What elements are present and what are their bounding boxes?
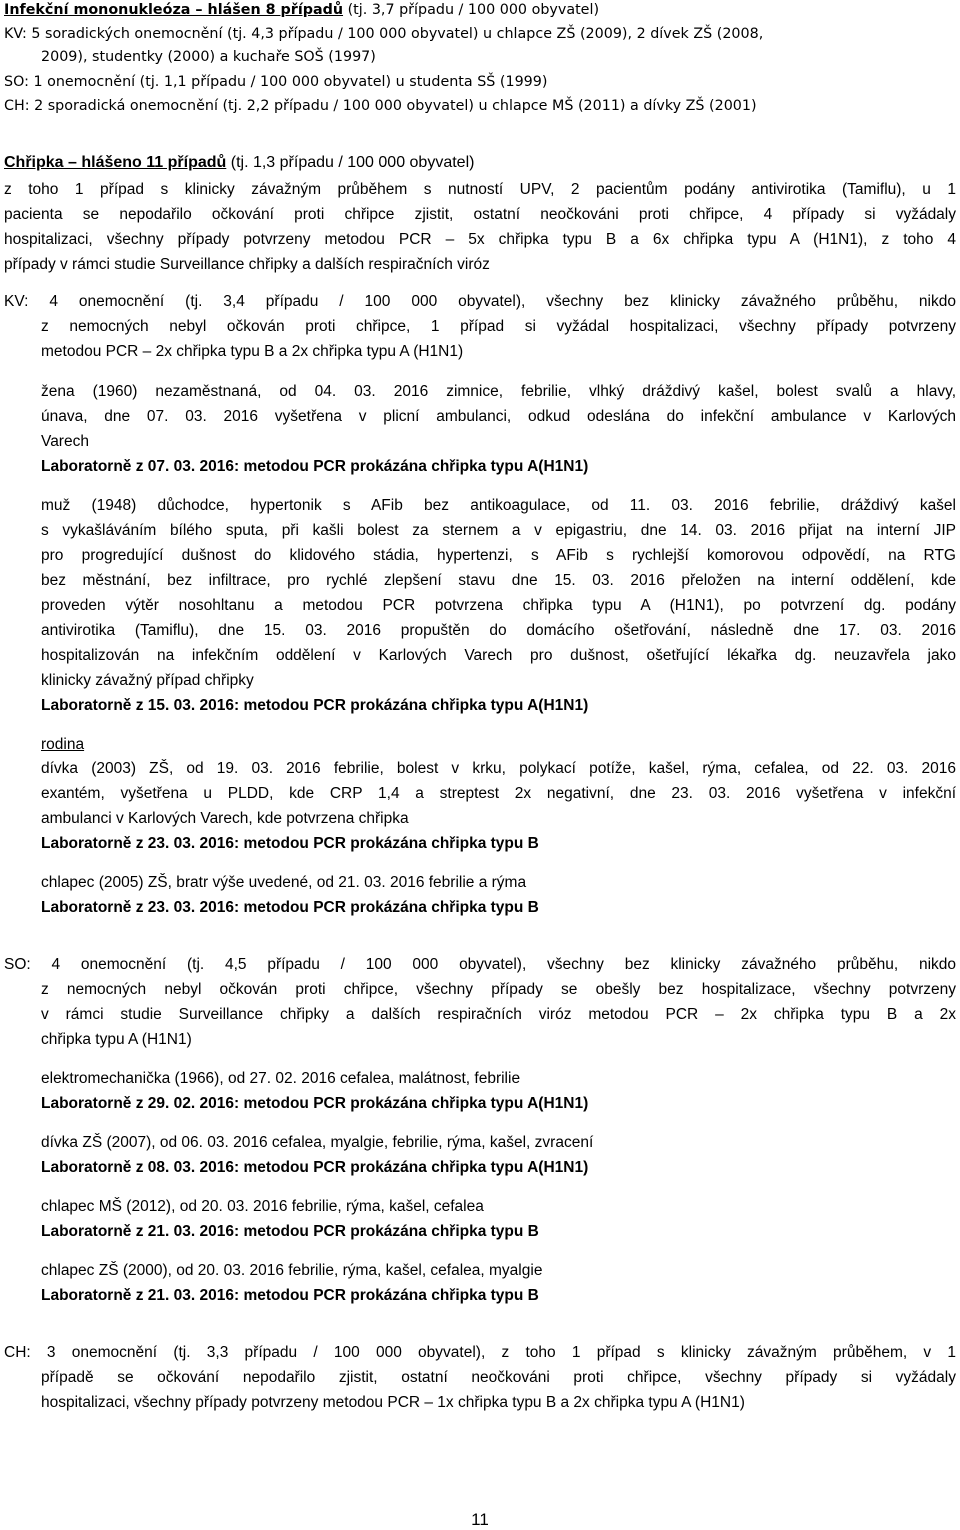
case-8-lab-result: Laboratorně z 21. 03. 2016: metodou PCR prokázána chřipka typu B: [41, 1287, 539, 1304]
case-2-line-3: pro progredující dušnost do klidového stádia, hypertenzi, s AFib s rychlejší komorovou odpovědí, na RTG: [41, 547, 956, 564]
case-2-line-1: muž (1948) důchodce, hypertonik s AFib bez antikoagulace, od 11. 03. 2016 febrilie, dráždivý kašel: [41, 497, 956, 514]
case-1-line-3: Varech: [41, 433, 89, 450]
case-2-lab-result: Laboratorně z 15. 03. 2016: metodou PCR prokázána chřipka typu A(H1N1): [41, 697, 589, 714]
flu-so-line-4: chřipka typu A (H1N1): [41, 1031, 192, 1048]
case-2-line-8: klinicky závažný případ chřipky: [41, 672, 254, 689]
case-2-line-2: s vykašláváním bílého sputa, při kašli bolest za sternem a v epigastriu, dne 14. 03. 2016 přijat na interní JIP: [41, 522, 956, 539]
mono-so-line: SO: 1 onemocnění (tj. 1,1 případu / 100 000 obyvatel) u studenta SŠ (1999): [4, 74, 548, 90]
case-6-line: dívka ZŠ (2007), od 06. 03. 2016 cefalea, myalgie, febrilie, rýma, kašel, zvracení: [41, 1134, 594, 1151]
mono-heading-line: [4, 0, 599, 20]
case-4-line: chlapec (2005) ZŠ, bratr výše uvedené, od 21. 03. 2016 febrilie a rýma: [41, 874, 527, 891]
case-3-line-1: dívka (2003) ZŠ, od 19. 03. 2016 febrilie, bolest v krku, polykací potíže, kašel, rýma, cefalea, od 22. 03. 2016: [41, 760, 956, 777]
flu-intro-line-1: z toho 1 případ s klinicky závažným průběhem s nutností UPV, 2 pacientům podány antivirotika (Tamiflu), u 1: [4, 181, 956, 198]
mono-kv-line-1: KV: 5 soradických onemocnění (tj. 4,3 případu / 100 000 obyvatel) u chlapce ZŠ (2009), 2 dívek ZŠ (2008,: [4, 26, 764, 42]
flu-heading-line: [4, 153, 474, 173]
flu-ch-line-2: případě se očkování nepodařilo zjistit, ostatní neočkováni proti chřipce, všechny případy si vyžádaly: [41, 1369, 956, 1386]
mono-heading-rate: (tj. 3,7 případu / 100 000 obyvatel): [343, 2, 600, 18]
mono-kv-line-2: 2009), studentky (2000) a kuchaře SOŠ (1997): [41, 49, 376, 65]
family-label: rodina: [41, 736, 85, 753]
case-1-line-1: žena (1960) nezaměstnaná, od 04. 03. 2016 zimnice, febrilie, vlhký dráždivý kašel, bolest svalů a hlavy,: [41, 383, 956, 400]
case-8-line: chlapec ZŠ (2000), od 20. 03. 2016 febrilie, rýma, kašel, cefalea, myalgie: [41, 1262, 543, 1279]
flu-kv-line-2: z nemocných nebyl očkován proti chřipce, 1 případ si vyžádal hospitalizaci, všechny případy potvrzeny: [41, 318, 956, 335]
flu-heading-rate: (tj. 1,3 případu / 100 000 obyvatel): [226, 154, 475, 171]
flu-kv-line-1: KV: 4 onemocnění (tj. 3,4 případu / 100 000 obyvatel), všechny bez klinicky závažného průběhu, nikdo: [4, 293, 956, 310]
case-1-lab-result: Laboratorně z 07. 03. 2016: metodou PCR prokázána chřipka typu A(H1N1): [41, 458, 589, 475]
mono-heading: Infekční mononukleóza – hlášen 8 případů: [4, 2, 344, 18]
case-7-lab-result: Laboratorně z 21. 03. 2016: metodou PCR prokázána chřipka typu B: [41, 1223, 539, 1240]
flu-intro-line-4: případy v rámci studie Surveillance chřipky a dalších respiračních viróz: [4, 256, 490, 273]
flu-intro-line-2: pacienta se nepodařilo očkování proti chřipce zjistit, ostatní neočkováni proti chřipce, 4 případy si vyžádaly: [4, 206, 956, 223]
case-2-line-7: hospitalizován na infekčním oddělení v Karlových Varech pro dušnost, ošetřující lékařka dg. neuzavřela jako: [41, 647, 956, 664]
case-1-line-2: únava, dne 07. 03. 2016 vyšetřena v plicní ambulanci, odkud odeslána do infekční ambulance v Karlových: [41, 408, 956, 425]
mono-ch-line: CH: 2 sporadická onemocnění (tj. 2,2 případu / 100 000 obyvatel) u chlapce MŠ (2011) a dívky ZŠ (2001): [4, 98, 757, 114]
case-3-lab-result: Laboratorně z 23. 03. 2016: metodou PCR prokázána chřipka typu B: [41, 835, 539, 852]
case-2-line-5: proveden výtěr nosohltanu a metodou PCR potvrzena chřipka typu A (H1N1), po potvrzení dg. podány: [41, 597, 956, 614]
flu-so-line-1: SO: 4 onemocnění (tj. 4,5 případu / 100 000 obyvatel), všechny bez klinicky závažného průběhu, nikdo: [4, 956, 956, 973]
flu-ch-line-1: CH: 3 onemocnění (tj. 3,3 případu / 100 000 obyvatel), z toho 1 případ s klinicky závažným průběhem, v 1: [4, 1344, 956, 1361]
case-6-lab-result: Laboratorně z 08. 03. 2016: metodou PCR prokázána chřipka typu A(H1N1): [41, 1159, 589, 1176]
case-5-line: elektromechanička (1966), od 27. 02. 2016 cefalea, malátnost, febrilie: [41, 1070, 521, 1087]
flu-ch-line-3: hospitalizaci, všechny případy potvrzeny metodou PCR – 1x chřipka typu B a 2x chřipka typu A (H1N1): [41, 1394, 745, 1411]
case-7-line: chlapec MŠ (2012), od 20. 03. 2016 febrilie, rýma, kašel, cefalea: [41, 1198, 484, 1215]
flu-so-line-3: v rámci studie Surveillance chřipky a dalších respiračních viróz metodou PCR – 2x chřipka typu B a 2x: [41, 1006, 956, 1023]
flu-kv-line-3: metodou PCR – 2x chřipka typu B a 2x chřipka typu A (H1N1): [41, 343, 464, 360]
page-number: 11: [471, 1510, 489, 1529]
flu-so-line-2: z nemocných nebyl očkován proti chřipce, všechny případy se obešly bez hospitalizace, všechny potvrzeny: [41, 981, 956, 998]
case-5-lab-result: Laboratorně z 29. 02. 2016: metodou PCR prokázána chřipka typu A(H1N1): [41, 1095, 589, 1112]
flu-heading: Chřipka – hlášeno 11 případů: [4, 154, 227, 171]
case-3-line-3: ambulanci v Karlových Varech, kde potvrzena chřipka: [41, 810, 409, 827]
case-4-lab-result: Laboratorně z 23. 03. 2016: metodou PCR prokázána chřipka typu B: [41, 899, 539, 916]
case-2-line-4: bez městnání, bez infiltrace, pro rychlé zlepšení stavu dne 15. 03. 2016 přeložen na interní oddělení, kde: [41, 572, 956, 589]
case-3-line-2: exantém, vyšetřena u PLDD, kde CRP 1,4 a streptest 2x negativní, dne 23. 03. 2016 vyšetřena v infekční: [41, 785, 956, 802]
flu-intro-line-3: hospitalizaci, všechny případy potvrzeny metodou PCR – 5x chřipka typu B a 6x chřipka typu A (H1N1), z toho 4: [4, 231, 956, 248]
case-2-line-6: antivirotika (Tamiflu), dne 15. 03. 2016 propuštěn do domácího ošetřování, následně dne 17. 03. 2016: [41, 622, 956, 639]
